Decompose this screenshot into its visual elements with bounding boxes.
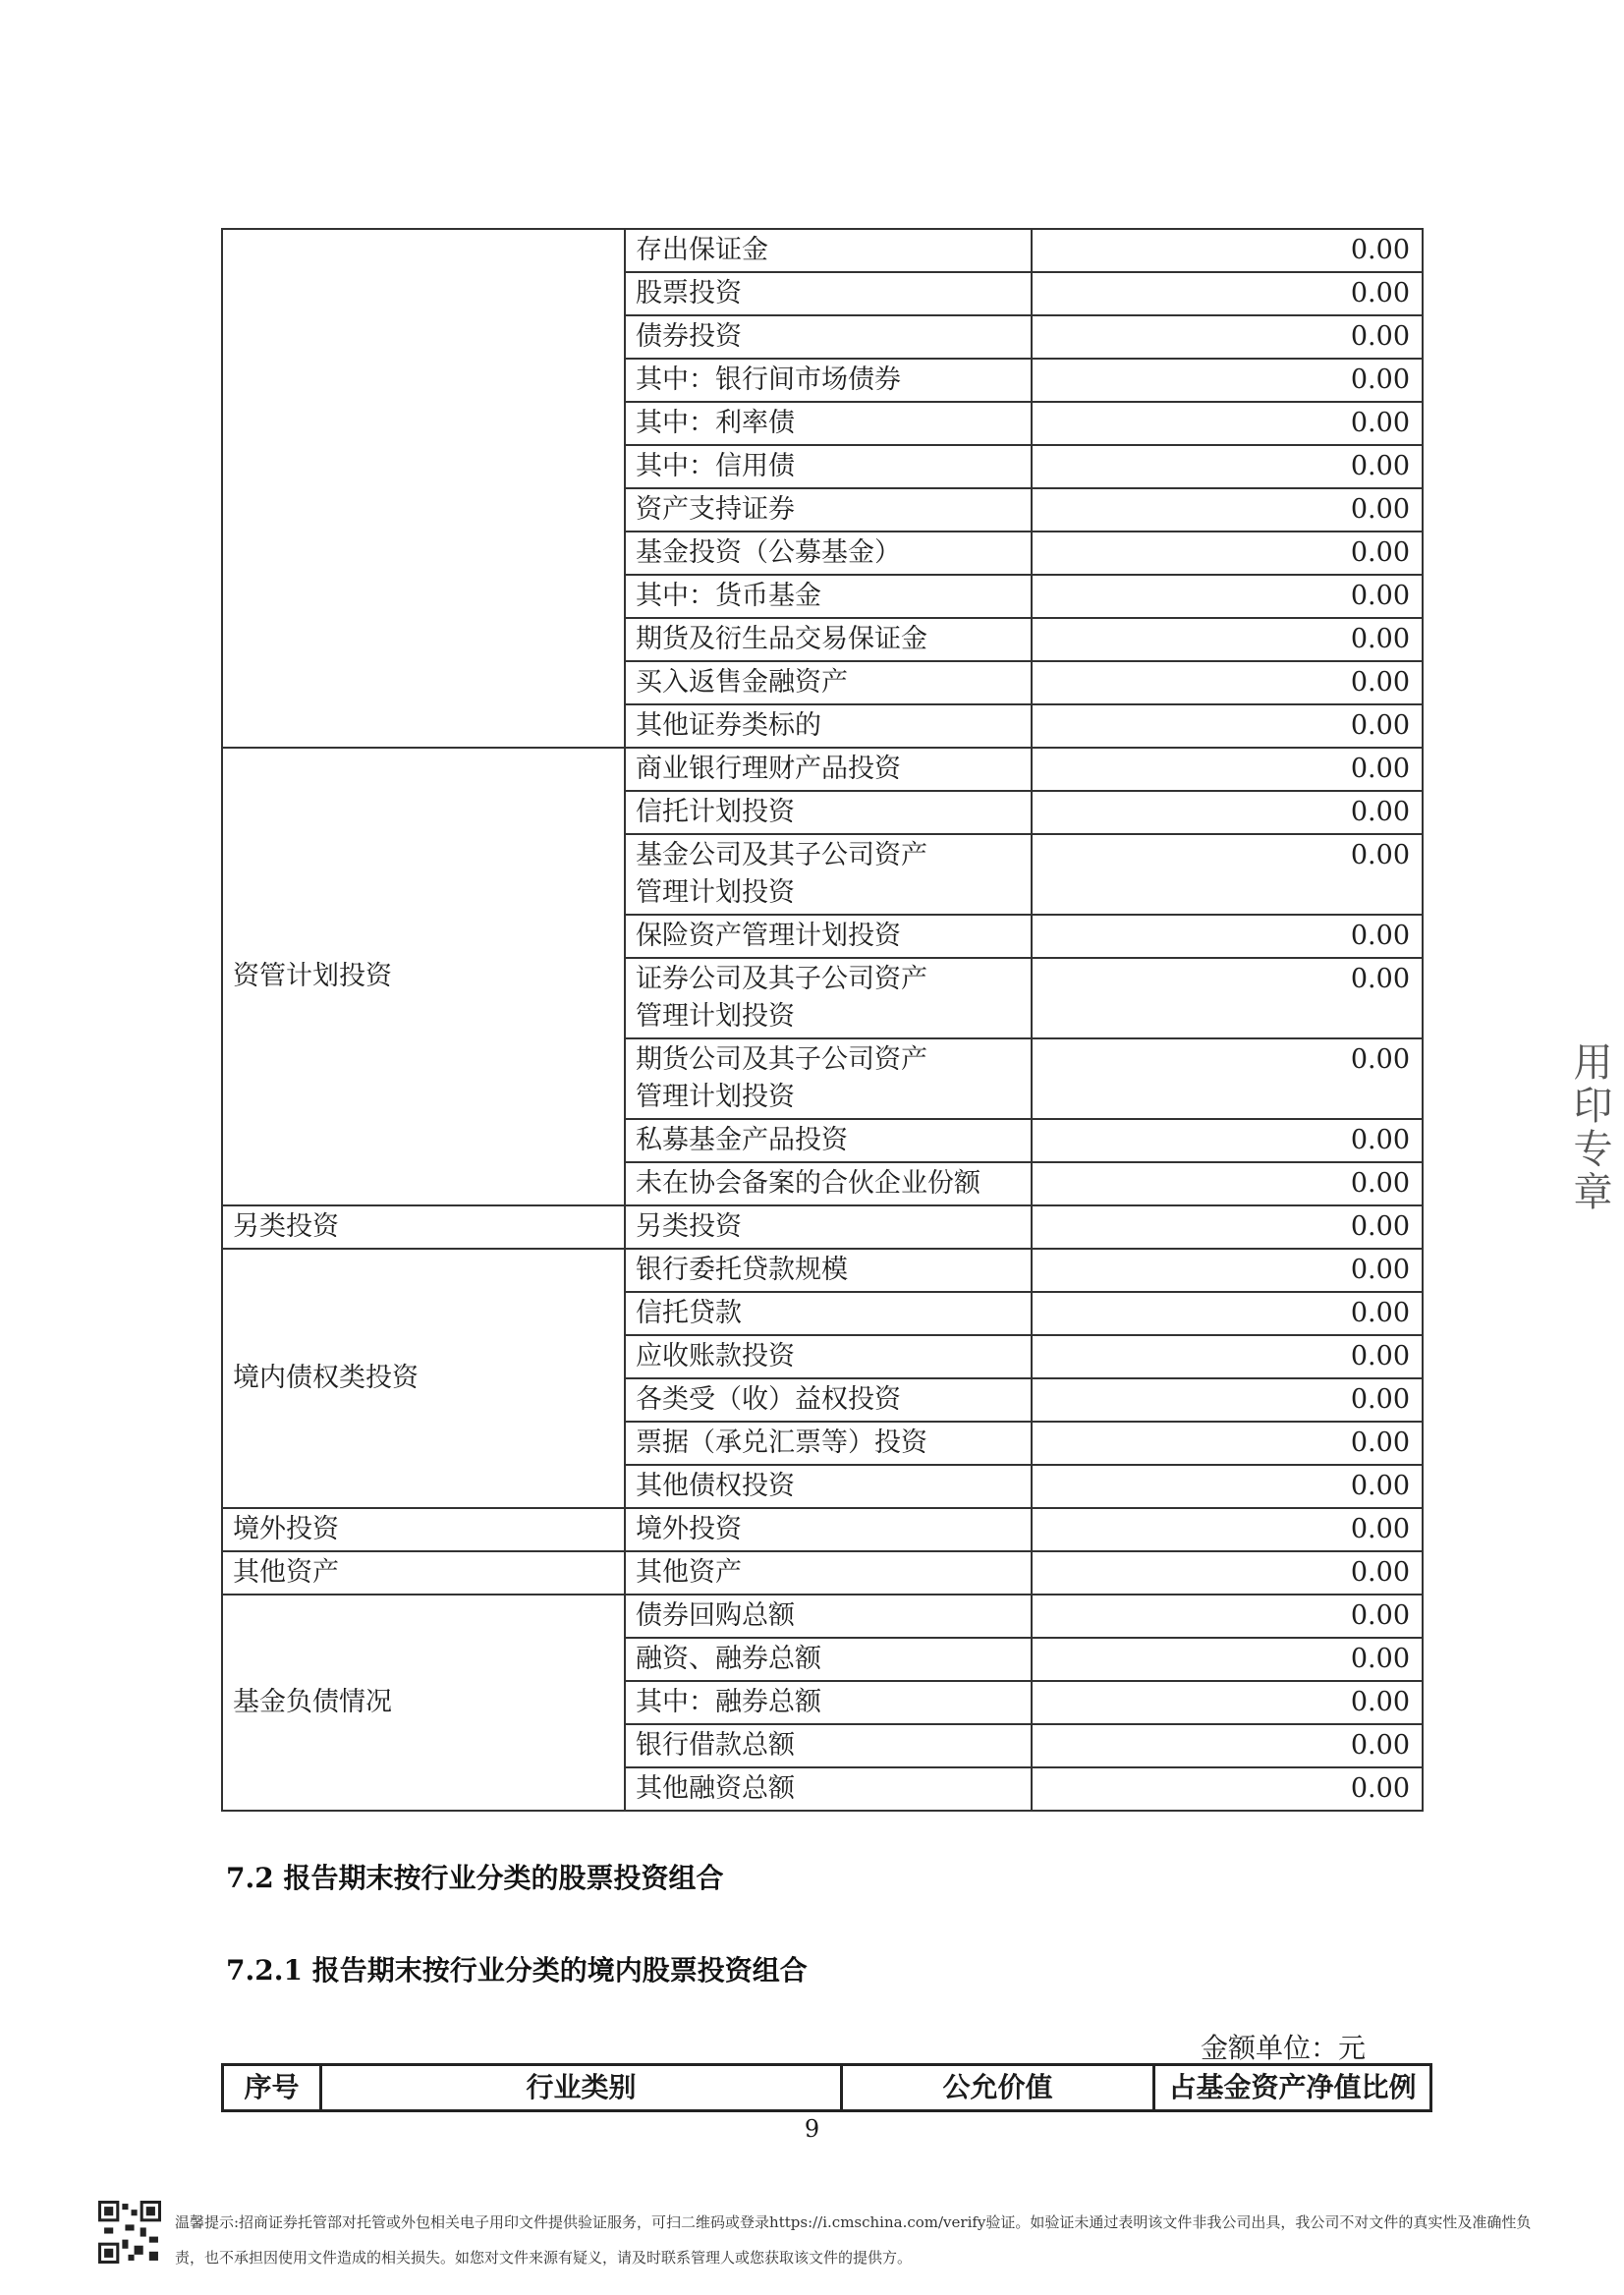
header-cell-index: 序号 <box>223 2065 321 2111</box>
table-row <box>222 1205 1423 1249</box>
table-row <box>222 1595 1423 1638</box>
item-cell: 期货及衍生品交易保证金 <box>625 618 1032 661</box>
item-cell: 债券回购总额 <box>625 1595 1032 1638</box>
value-cell: 0.00 <box>1032 445 1423 488</box>
item-cell: 银行借款总额 <box>625 1724 1032 1767</box>
item-cell: 各类受（收）益权投资 <box>625 1378 1032 1422</box>
header-cell-ratio: 占基金资产净值比例 <box>1154 2065 1431 2111</box>
item-cell: 信托贷款 <box>625 1292 1032 1335</box>
item-cell: 其中：利率债 <box>625 402 1032 445</box>
item-cell: 保险资产管理计划投资 <box>625 915 1032 958</box>
item-cell: 期货公司及其子公司资产管理计划投资 <box>625 1038 1032 1119</box>
amount-unit-label: 金额单位：元 <box>1201 2032 1367 2064</box>
section-heading-7-2: 7.2 报告期末按行业分类的股票投资组合 <box>226 1862 724 1894</box>
value-cell: 0.00 <box>1032 1038 1423 1119</box>
item-cell: 未在协会备案的合伙企业份额 <box>625 1162 1032 1205</box>
header-cell-fair-value: 公允价值 <box>842 2065 1154 2111</box>
item-cell: 买入返售金融资产 <box>625 661 1032 704</box>
item-cell: 信托计划投资 <box>625 791 1032 834</box>
category-cell: 资管计划投资 <box>222 748 625 1205</box>
value-cell: 0.00 <box>1032 1335 1423 1378</box>
value-cell: 0.00 <box>1032 661 1423 704</box>
industry-table-header <box>221 2063 1432 2112</box>
value-cell: 0.00 <box>1032 229 1423 272</box>
category-cell <box>222 229 625 748</box>
value-cell: 0.00 <box>1032 1724 1423 1767</box>
item-cell: 其中：信用债 <box>625 445 1032 488</box>
value-cell: 0.00 <box>1032 532 1423 575</box>
value-cell: 0.00 <box>1032 1551 1423 1595</box>
value-cell: 0.00 <box>1032 359 1423 402</box>
value-cell: 0.00 <box>1032 1249 1423 1292</box>
value-cell: 0.00 <box>1032 1767 1423 1811</box>
value-cell: 0.00 <box>1032 1681 1423 1724</box>
industry-table-wrapper <box>221 2063 1429 2112</box>
item-cell: 境外投资 <box>625 1508 1032 1551</box>
value-cell: 0.00 <box>1032 704 1423 748</box>
value-cell: 0.00 <box>1032 272 1423 315</box>
value-cell: 0.00 <box>1032 315 1423 359</box>
header-cell-industry: 行业类别 <box>321 2065 842 2111</box>
value-cell: 0.00 <box>1032 1205 1423 1249</box>
value-cell: 0.00 <box>1032 618 1423 661</box>
item-cell: 私募基金产品投资 <box>625 1119 1032 1162</box>
item-cell: 证券公司及其子公司资产管理计划投资 <box>625 958 1032 1038</box>
asset-allocation-table <box>221 228 1424 1812</box>
value-cell: 0.00 <box>1032 791 1423 834</box>
value-cell: 0.00 <box>1032 1422 1423 1465</box>
item-cell: 其他融资总额 <box>625 1767 1032 1811</box>
seal-stamp: 用印专章 <box>1567 1041 1612 1214</box>
asset-allocation-table-wrapper <box>221 228 1422 1812</box>
item-cell: 债券投资 <box>625 315 1032 359</box>
value-cell: 0.00 <box>1032 1162 1423 1205</box>
category-cell: 其他资产 <box>222 1551 625 1595</box>
category-cell: 另类投资 <box>222 1205 625 1249</box>
value-cell: 0.00 <box>1032 748 1423 791</box>
item-cell: 银行委托贷款规模 <box>625 1249 1032 1292</box>
table-row <box>222 748 1423 791</box>
item-cell: 应收账款投资 <box>625 1335 1032 1378</box>
item-cell: 股票投资 <box>625 272 1032 315</box>
item-cell: 融资、融券总额 <box>625 1638 1032 1681</box>
value-cell: 0.00 <box>1032 1465 1423 1508</box>
table-row <box>222 229 1423 272</box>
item-cell: 其中：融券总额 <box>625 1681 1032 1724</box>
item-cell: 另类投资 <box>625 1205 1032 1249</box>
category-cell: 境外投资 <box>222 1508 625 1551</box>
value-cell: 0.00 <box>1032 575 1423 618</box>
value-cell: 0.00 <box>1032 402 1423 445</box>
page-number: 9 <box>804 2115 820 2143</box>
value-cell: 0.00 <box>1032 915 1423 958</box>
value-cell: 0.00 <box>1032 488 1423 532</box>
qr-code-icon[interactable] <box>98 2201 161 2264</box>
value-cell: 0.00 <box>1032 1508 1423 1551</box>
value-cell: 0.00 <box>1032 1638 1423 1681</box>
item-cell: 其他债权投资 <box>625 1465 1032 1508</box>
item-cell: 基金公司及其子公司资产管理计划投资 <box>625 834 1032 915</box>
item-cell: 存出保证金 <box>625 229 1032 272</box>
table-row <box>222 1249 1423 1292</box>
value-cell: 0.00 <box>1032 1378 1423 1422</box>
table-row <box>222 1551 1423 1595</box>
value-cell: 0.00 <box>1032 958 1423 1038</box>
item-cell: 基金投资（公募基金） <box>625 532 1032 575</box>
category-cell: 境内债权类投资 <box>222 1249 625 1508</box>
verification-notice: 温馨提示:招商证券托管部对托管或外包相关电子用印文件提供验证服务，可扫二维码或登录https://i.cmschina.com/verify验证。如验证未通过表明该文件非我公司出具，我公司不对文件的真实性及准确性负责，也不承担因使用文件造成的相关损失。如您对文件来源有疑义，请及时联系管理人或您获取该文件的提供方。 <box>175 2213 1532 2267</box>
item-cell: 其他证券类标的 <box>625 704 1032 748</box>
item-cell: 其中：银行间市场债券 <box>625 359 1032 402</box>
value-cell: 0.00 <box>1032 834 1423 915</box>
item-cell: 票据（承兑汇票等）投资 <box>625 1422 1032 1465</box>
item-cell: 其他资产 <box>625 1551 1032 1595</box>
item-cell: 资产支持证券 <box>625 488 1032 532</box>
value-cell: 0.00 <box>1032 1292 1423 1335</box>
value-cell: 0.00 <box>1032 1119 1423 1162</box>
item-cell: 商业银行理财产品投资 <box>625 748 1032 791</box>
section-heading-7-2-1: 7.2.1 报告期末按行业分类的境内股票投资组合 <box>226 1954 808 1987</box>
category-cell: 基金负债情况 <box>222 1595 625 1811</box>
value-cell: 0.00 <box>1032 1595 1423 1638</box>
item-cell: 其中：货币基金 <box>625 575 1032 618</box>
table-row <box>222 1508 1423 1551</box>
